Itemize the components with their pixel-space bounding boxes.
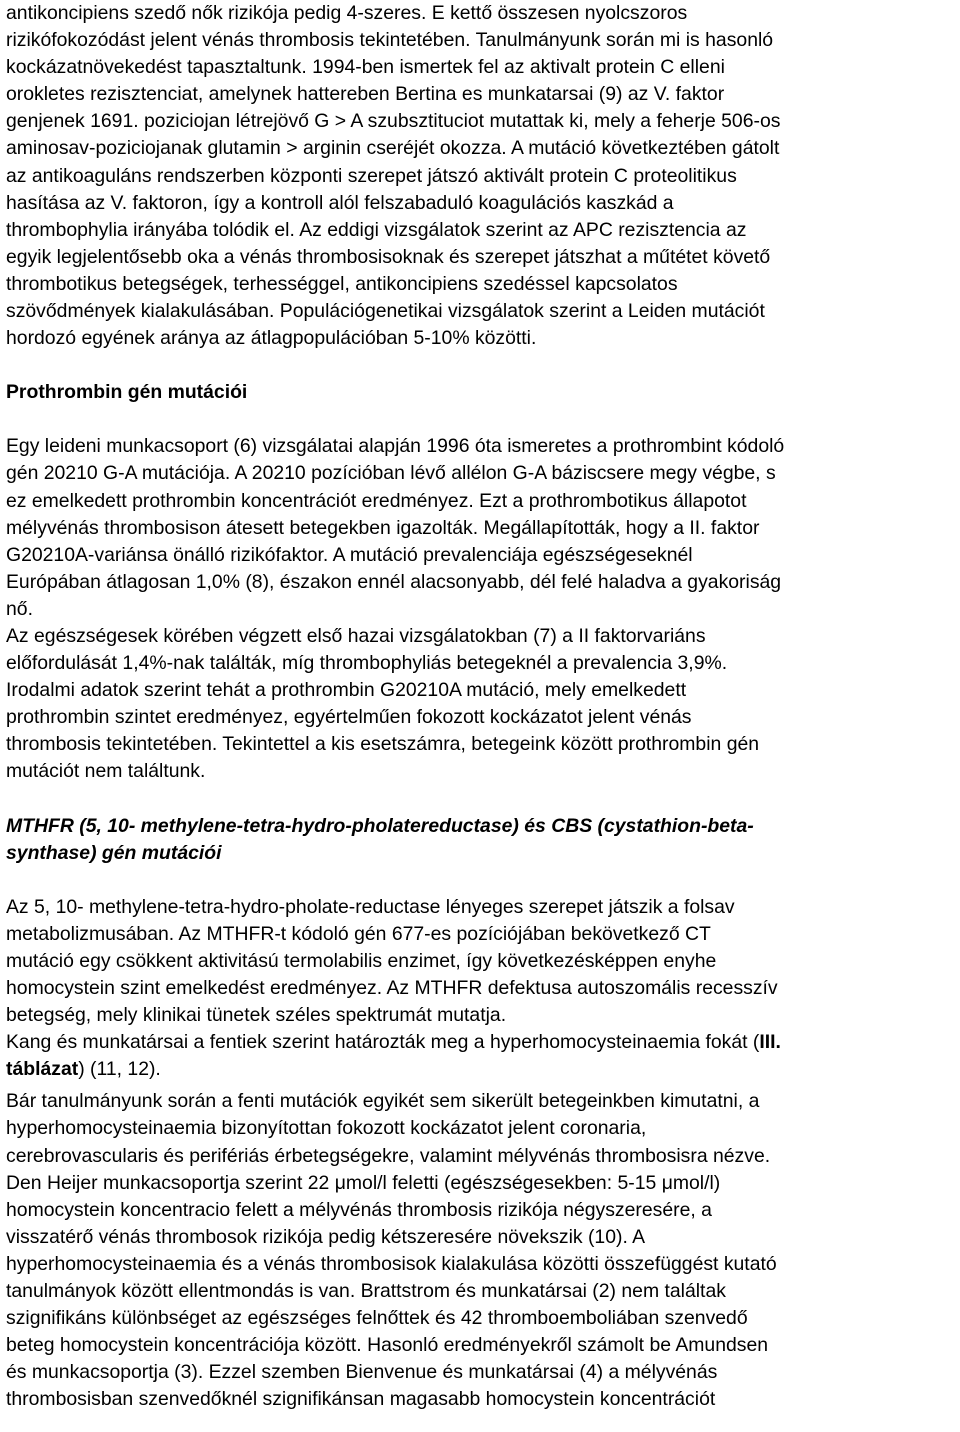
text-line: Az egészségesek körében végzett első hazai vizsgálatokban (7) a II faktorvariáns [6,624,706,647]
text-line: az antikoaguláns rendszerben központi szerepet játszó aktivált protein C proteolitikus [6,164,737,187]
text-line: genjenek 1691. poziciojan létrejövő G > A szubsztituciot mutattak ki, mely a feherje 506-os [6,110,781,133]
text-line [6,1029,956,1056]
text-line: antikoncipiens szedő nők rizikója pedig 4-szeres. E kettő összesen nyolcszoros [6,2,688,24]
text-line: Irodalmi adatok szerint tehát a prothrombin G20210A mutáció, mely emelkedett [6,679,687,702]
text-line: kockázatnövekedést tapasztaltunk. 1994-ben ismertek fel az aktivalt protein C elleni [6,56,725,79]
text-line: thrombotikus betegségek, terhességgel, antikoncipiens szedéssel kapcsolatos [6,272,678,295]
text-line: hordozó egyének aránya az átlagpopulációban 5-10% közötti. [6,327,537,350]
paragraph-prothrombin [6,433,956,785]
text-line: G20210A-variánsa önálló rizikófaktor. A mutáció prevalenciája egészségeseknél [6,543,693,566]
section-heading-prothrombin [6,379,956,406]
heading-line: synthase) gén mutációi [6,841,222,864]
text-line: egyik legjelentősebb oka a vénás thrombosisoknak és szerepet játszhat a műtétet követő [6,245,771,268]
text-line: szövődmények kialakulásában. Populációgenetikai vizsgálatok szerint a Leiden mutációt [6,300,765,323]
text-line: beteg homocystein koncentrációja között. Hasonló eredményekről számolt be Amundsen [6,1334,769,1357]
heading-line: Prothrombin gén mutációi [6,381,248,404]
document-page [6,0,956,1414]
text-line: tanulmányok között ellentmondás is van. Brattstrom és munkatársai (2) nem találtak [6,1280,726,1303]
text-line: orokletes rezisztenciat, amelynek hattereben Bertina es munkatarsai (9) az V. faktor [6,83,725,106]
paragraph-mthfr [6,894,956,1084]
text-line: Európában átlagosan 1,0% (8), északon ennél alacsonyabb, dél felé haladva a gyakoriság [6,570,782,593]
paragraph-hyperhomocysteinaemia [6,1088,956,1413]
text-line: thrombophylia irányába tolódik el. Az eddigi vizsgálatok szerint az APC rezisztencia az [6,218,747,241]
text-line: homocystein koncentracio felett a mélyvénás thrombosis rizikója négyszeresére, a [6,1198,712,1221]
text-line: betegség, mely klinikai tünetek széles spektrumát mutatja. [6,1004,507,1027]
text-line: szignifikáns különbséget az egészséges felnőttek és 42 thromboemboliában szenvedő [6,1307,748,1330]
table-reference-bold: táblázat [6,1058,79,1081]
text-line: ez emelkedett prothrombin koncentrációt eredményez. Ezt a prothrombotikus állapotot [6,489,747,512]
text-line: hyperhomocysteinaemia bizonyítottan fokozott kockázatot jelent coronaria, [6,1117,647,1140]
table-reference-bold: III. [759,1031,781,1054]
text-line: prothrombin szintet eredményez, egyértelműen fokozott kockázatot jelent vénás [6,706,692,729]
text-line: Den Heijer munkacsoportja szerint 22 μmol/l feletti (egészségesekben: 5-15 μmol/l) [6,1171,721,1194]
text-fragment: ) (11, 12). [78,1058,161,1081]
text-line: hasítása az V. faktoron, így a kontroll alól felszabaduló koagulációs kaszkád a [6,191,674,214]
text-line: Bár tanulmányunk során a fenti mutációk egyikét sem sikerült betegeinkben kimutatni, a [6,1090,760,1113]
text-line: előfordulását 1,4%-nak találták, míg thrombophyliás betegeknél a prevalencia 3,9%. [6,652,728,675]
text-fragment: Kang és munkatársai a fentiek szerint határozták meg a hyperhomocysteinaemia fokát ( [6,1031,760,1054]
text-line: metabolizmusában. Az MTHFR-t kódoló gén 677-es pozíciójában bekövetkező CT [6,922,711,945]
text-line: aminosav-poziciojanak glutamin > arginin cseréjét okozza. A mutáció következtében gátolt [6,137,780,160]
text-line: rizikófokozódást jelent vénás thrombosis tekintetében. Tanulmányunk során mi is hasonló [6,29,774,52]
text-line: nő. [6,597,33,620]
text-line: gén 20210 G-A mutációja. A 20210 pozícióban lévő allélon G-A báziscsere megy végbe, s [6,462,776,485]
text-line: cerebrovascularis és perifériás érbetegségekre, valamint mélyvénás thrombosisra nézve. [6,1144,771,1167]
text-line: visszatérő vénás thrombosok rizikója pedig kétszeresére növekszik (10). A [6,1225,646,1248]
text-line: és munkacsoportja (3). Ezzel szemben Bienvenue és munkatársai (4) a mélyvénás [6,1361,718,1384]
heading-line: MTHFR (5, 10- methylene-tetra-hydro-pholatereductase) és CBS (cystathion-beta- [6,814,754,837]
text-line: hyperhomocysteinaemia és a vénás thrombosisok kialakulása közötti összefüggést kutató [6,1252,777,1275]
text-line: mutációt nem találtunk. [6,760,206,783]
text-line: homocystein szint emelkedést eredményez. Az MTHFR defektusa autoszomális recesszív [6,977,778,999]
text-line: Egy leideni munkacsoport (6) vizsgálatai alapján 1996 óta ismeretes a prothrombint kódoló [6,435,785,458]
text-line [6,1056,956,1083]
text-line: thrombosisban szenvedőknél szignifikánsan magasabb homocystein koncentrációt [6,1388,716,1411]
text-line: mutáció egy csökkent aktivitású termolabilis enzimet, így következésképpen enyhe [6,949,717,972]
text-line: mélyvénás thrombosison átesett betegekben igazolták. Megállapították, hogy a II. faktor [6,516,760,539]
text-line: thrombosis tekintetében. Tekintettel a kis esetszámra, betegeink között prothrombin gén [6,733,760,756]
text-line: Az 5, 10- methylene-tetra-hydro-pholate-reductase lényeges szerepet játszik a folsav [6,895,735,918]
paragraph-apc-resistance [6,0,956,352]
section-heading-mthfr [6,813,956,867]
